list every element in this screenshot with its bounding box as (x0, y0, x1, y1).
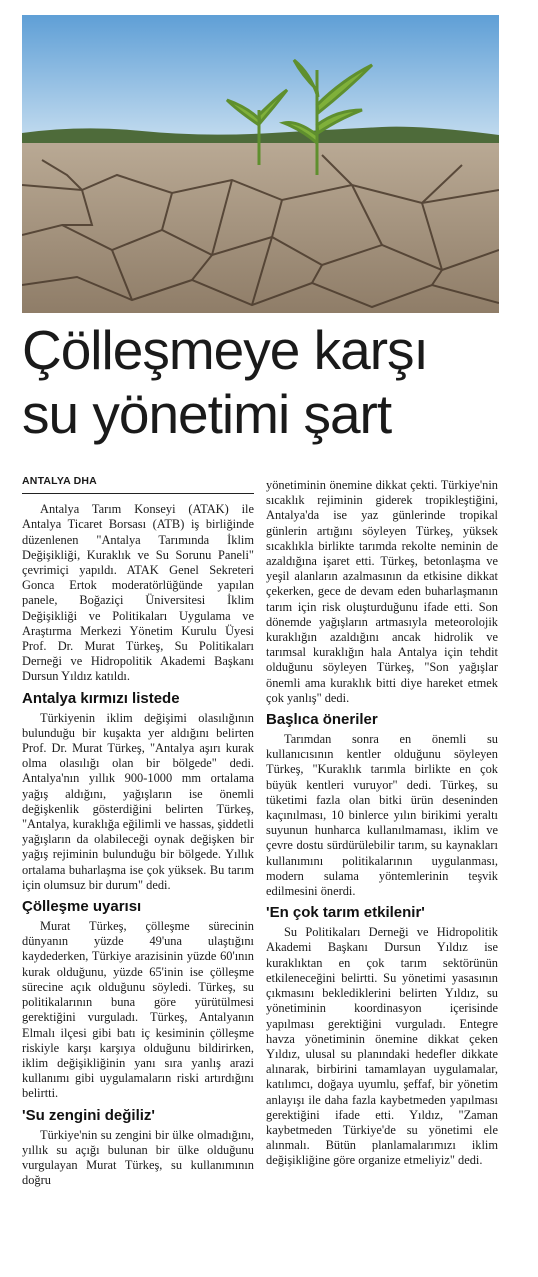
byline: ANTALYA DHA (22, 474, 254, 494)
section4-paragraph: Tarımdan sonra en önemli su kullanıcısının kentler olduğunu söyleyen Türkeş, "Kuraklık tarımla birlikte en çok büyük kentleri vuruyor" dedi. Türkeş, su tüketimi fazla olan bitki ürün deseninden kaçınılması, 10 binlerce yılın birikimi yeraltı suyunun hunharca kullanılmaması, iklim ve çevre dostu sürdürülebilir tarım, su kaynakları kullanımını politikalarının uygulanması, modern sulama yöntemlerinin teşvik edilmesini önerdi. (266, 732, 498, 899)
subheading-baslica-oneriler: Başlıca öneriler (266, 711, 378, 729)
section2-paragraph: Murat Türkeş, çölleşme sürecinin dünyanın yüzde 49'una ulaştığını kaydederken, Türkiye arazisinin yüzde 60'ının kurak olduğunu, yüzde 65'inin ise çölleşme sürecine açık olduğunu söyledi. Türkeş, su politikalarının buna göre yürütülmesi gerektiğini vurguladı. Türkeş, Antalyanın Elmalı ilçesi gibi batı iç kesiminin çölleşme riskiyle karşı karşıya olduğunu bildirirken, iklim değişikliğinin yanı sıra yanlış arazi kullanımı gibi uygulamaların riski artırdığını belirtti. (22, 919, 254, 1101)
section1-paragraph: Türkiyenin iklim değişimi olasılığının bulunduğu bir kuşakta yer aldığını belirten Prof. Dr. Murat Türkeş, "Antalya aşırı kurak olma olasılığı olan bir bölgede" dedi. Antalya'nın yıllık 900-1000 mm ortalama yağış aldığını, yağışların ise önemli değişkenlik gösterdiğini belirten Türkeş, "Antalya, kuraklığa eğilimli ve hassas, şiddetli yağışların da olabileceği oynak değişken bir yağış rejiminin bulunduğu bir bölgede. Yıllık ortalama buharlaşma ise çok yüksek. Bu tarım için olumsuz bir durum" dedi. (22, 710, 254, 892)
section3-paragraph: Türkiye'nin su zengini bir ülke olmadığını, yıllık su açığı bulunan bir ülke olduğunu vurgulayan Murat Türkeş, su kullanımının doğru (22, 1127, 254, 1188)
article-column-right (266, 478, 498, 1169)
article-photo-drought-field (22, 15, 499, 313)
article-column-left (22, 474, 254, 1188)
intro-paragraph: Antalya Tarım Konseyi (ATAK) ile Antalya Ticaret Borsası (ATB) iş birliğinde düzenlenen "Antalya Tarımında İklim Değişikliği, Kuraklık ve Su Sorunu Paneli" çevrimiçi yapıldı. ATAK Genel Sekreteri Gonca Ertok moderatörlüğünde yapılan panele, Boğaziçi Üniversitesi İklim Değişikliği ve Politikaları Uygulama ve Araştırma Merkezi Yönetim Kurulu Üyesi Prof. Dr. Murat Türkeş, Su Politikaları Derneği ve Hidropolitik Akademi Başkanı Dursun Yıldız katıldı. (22, 502, 254, 684)
headline-line-1: Çölleşmeye karşı (22, 319, 428, 381)
article-headline (22, 318, 522, 446)
headline-line-2: su yönetimi şart (22, 383, 392, 445)
subheading-antalya-kirmizi-listede: Antalya kırmızı listede (22, 689, 180, 707)
section3-continued-paragraph: yönetiminin önemine dikkat çekti. Türkiye'nin sıcaklık rejiminin giderek tropikleştiğini, Antalya'da ise yaz günlerinde tropikal günlerin artığını söyleyen Türkeş, yüksek sıcaklıkla birlikte tarımda rekolte neminin de azaldığına işaret etti. Türkeş, betonlaşma ve yeşil alanların azalmasının da etkisine dikkat çekerken, gece de devam eden buharlaşmanın tarım için risk oluşturduğunu ifade etti. Son dönemde yağışların artmasıyla meteorolojik kuraklığın azaldığını ancak hidrolik ve tarımsal kuraklığın hala Antalya için tehdit olduğunu söyleyen Türkeş, "Son yağışlar önemli ama kuraklık bitti diye hareket etmek çok yanlış" dedi. (266, 478, 498, 705)
subheading-su-zengini-degiliz: 'Su zengini değiliz' (22, 1106, 155, 1124)
subheading-collesme-uyarisi: Çölleşme uyarısı (22, 898, 142, 916)
section5-paragraph: Su Politikaları Derneği ve Hidropolitik Akademi Başkanı Dursun Yıldız ise kuraklıktan en çok tarım sektörünün etkileneceğini belirtti. Su yönetimi yasasının çıkmasını beklediklerini belirten Yıldız, su yönetiminin koordinasyon içerisinde yapılması gerektiğini vurguladı. Entegre havza yönetiminin önemine dikkat çeken Yıldız, ulusal su planındaki hedefler dikkate alınarak, birbirini tamamlayan uygulamalar, katılımcı, doğaya uyumlu, şeffaf, bir yönetim anlayışı ile daha fazla kaybetmeden yapılması gerektiğini ifade etti. Yıldız, "Zaman kaybetmeden Türkiye'de su yönetimi ele alınmalı. Bütün planlamalarımızı iklim değişikliğine göre organize etmeliyiz" dedi. (266, 925, 498, 1168)
subheading-en-cok-tarim-etkilenir: 'En çok tarım etkilenir' (266, 904, 425, 922)
